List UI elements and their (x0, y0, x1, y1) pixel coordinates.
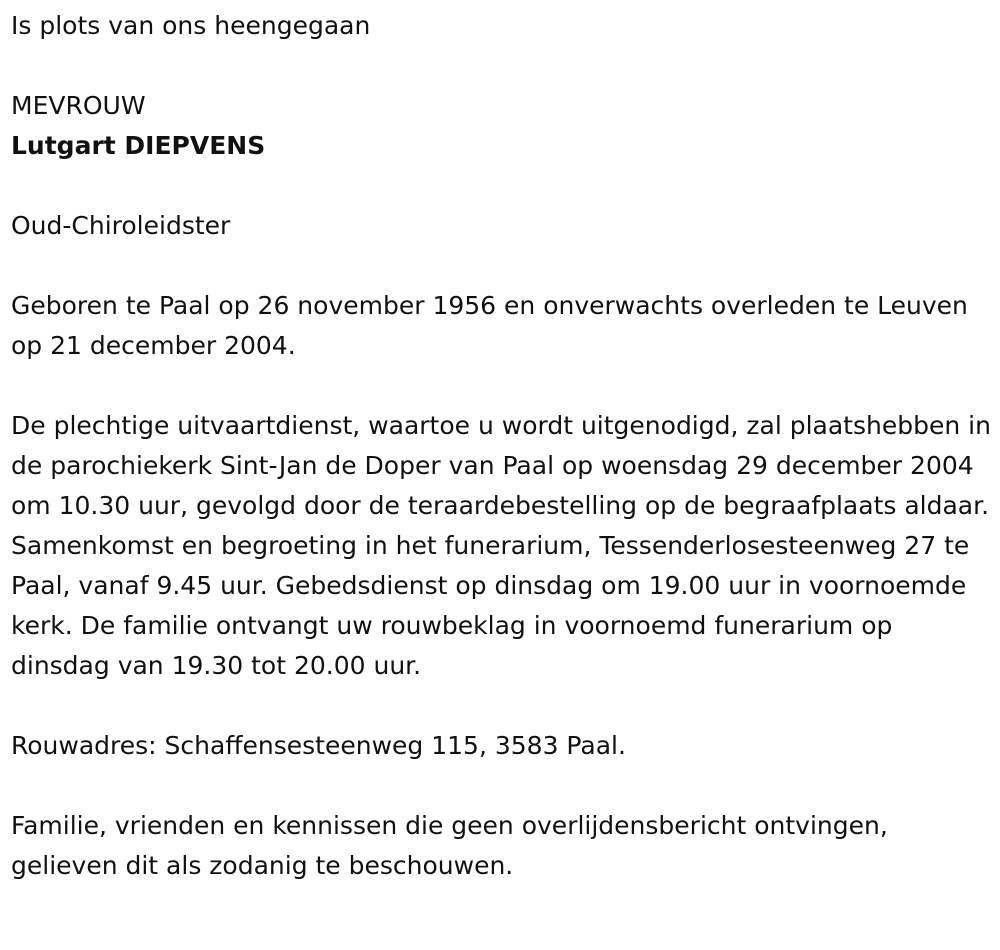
spacer (11, 166, 991, 206)
intro-text: Is plots van ons heengegaan (11, 11, 371, 40)
obituary-notice (11, 6, 991, 886)
deceased-role: Oud-Chiroleidster (11, 211, 231, 240)
mourning-address: Rouwadres: Schaffensesteenweg 115, 3583 Paal. (11, 731, 626, 760)
spacer (11, 686, 991, 726)
spacer (11, 366, 991, 406)
closing-paragraph: Familie, vrienden en kennissen die geen overlijdensbericht ontvingen, gelieven dit als zodanig te beschouwen. (11, 811, 888, 880)
deceased-name: Lutgart DIEPVENS (11, 131, 266, 160)
funeral-service-paragraph: De plechtige uitvaartdienst, waartoe u wordt uitgenodigd, zal plaatshebben in de parochiekerk Sint-Jan de Doper van Paal op woensdag 29 december 2004 om 10.30 uur, gevolgd door de teraardebestelling op de begraafplaats aldaar. Samenkomst en begroeting in het funerarium, Tessenderlosesteenweg 27 te Paal, vanaf 9.45 uur. Gebedsdienst op dinsdag om 19.00 uur in voornoemde kerk. De familie ontvangt uw rouwbeklag in voornoemd funerarium op dinsdag van 19.30 tot 20.00 uur. (11, 411, 991, 680)
salutation: MEVROUW (11, 91, 146, 120)
spacer (11, 46, 991, 86)
spacer (11, 246, 991, 286)
birth-death-paragraph: Geboren te Paal op 26 november 1956 en onverwachts overleden te Leuven op 21 december 2004. (11, 291, 968, 360)
spacer (11, 766, 991, 806)
